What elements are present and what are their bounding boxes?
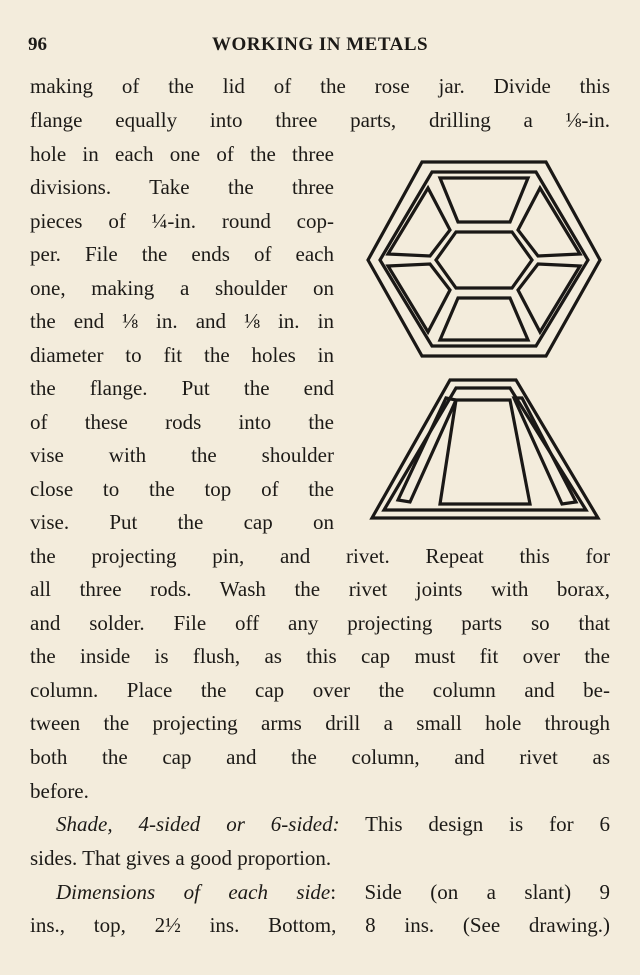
text-line: vise with the shoulder bbox=[30, 443, 334, 467]
dimensions-text: : Side (on a slant) 9 bbox=[330, 880, 610, 904]
dimensions-heading: Dimensions of each side bbox=[56, 880, 331, 904]
side-panel-drawing bbox=[366, 376, 604, 524]
page-number: 96 bbox=[28, 34, 47, 55]
text-line: sides. That gives a good proportion. bbox=[30, 846, 332, 870]
text-line: pieces of ¼-in. round cop- bbox=[30, 209, 334, 233]
text-line: per. File the ends of each bbox=[30, 242, 334, 266]
text-line: close to the top of the bbox=[30, 477, 334, 501]
text-line: tween the projecting arms drill a small hole through bbox=[30, 711, 610, 735]
text-line: the inside is flush, as this cap must fit over the bbox=[30, 644, 610, 668]
text-line: the end ⅛ in. and ⅛ in. in bbox=[30, 309, 334, 333]
text-line: of these rods into the bbox=[30, 410, 334, 434]
text-line: all three rods. Wash the rivet joints with borax, bbox=[30, 577, 610, 601]
text-line: both the cap and the column, and rivet as bbox=[30, 745, 610, 769]
text-line: and solder. File off any projecting parts so that bbox=[30, 611, 610, 635]
shade-text: This design is for 6 bbox=[339, 812, 610, 836]
text-line: vise. Put the cap on bbox=[30, 510, 334, 534]
text-line: flange equally into three parts, drilling a ⅛-in. bbox=[30, 108, 610, 132]
text-line: diameter to fit the holes in bbox=[30, 343, 334, 367]
text-line: divisions. Take the three bbox=[30, 175, 334, 199]
text-line: hole in each one of the three bbox=[30, 142, 334, 166]
shade-paragraph-line bbox=[56, 808, 610, 840]
text-line: the projecting pin, and rivet. Repeat this for bbox=[30, 544, 610, 568]
page-header bbox=[28, 34, 612, 58]
dimensions-paragraph-line bbox=[56, 876, 610, 908]
shade-heading: Shade, 4-sided or 6-sided: bbox=[56, 812, 340, 836]
text-line: the flange. Put the end bbox=[30, 376, 334, 400]
text-line: column. Place the cap over the column and be- bbox=[30, 678, 610, 702]
text-line: one, making a shoulder on bbox=[30, 276, 334, 300]
hexagon-shade-drawing bbox=[360, 156, 608, 362]
text-line: ins., top, 2½ ins. Bottom, 8 ins. (See drawing.) bbox=[30, 913, 610, 937]
text-line: before. bbox=[30, 779, 89, 803]
running-title: WORKING IN METALS bbox=[211, 34, 429, 55]
text-line: making of the lid of the rose jar. Divide this bbox=[30, 74, 610, 98]
